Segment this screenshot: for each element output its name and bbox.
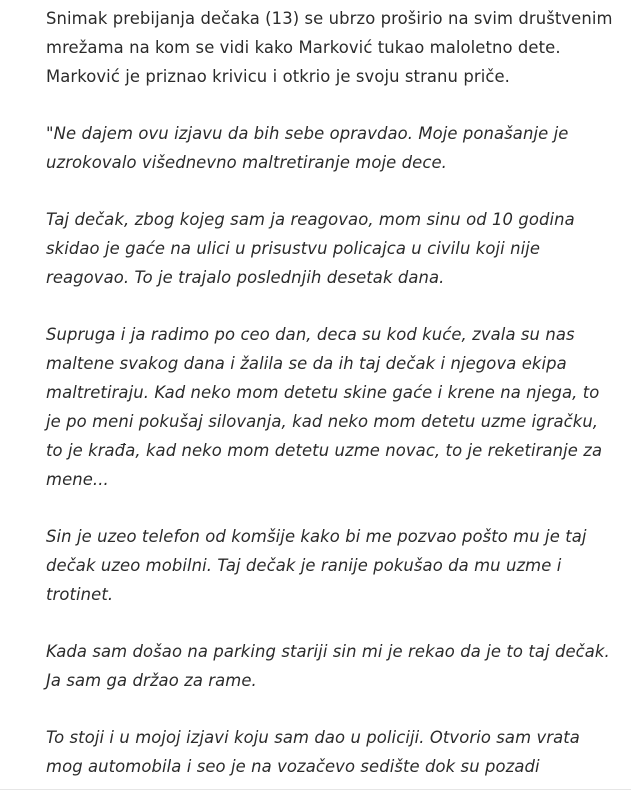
article-body	[46, 4, 616, 809]
quote-paragraph: Taj dečak, zbog kojeg sam ja reagovao, mom sinu od 10 godina skidao je gaće na ulici u prisustvu policajca u civilu koji nije reagovao. To je trajalo poslednjih desetak dana.	[46, 210, 575, 287]
quote-paragraph: "Ne dajem ovu izjavu da bih sebe opravdao. Moje ponašanje je uzrokovalo višednevno maltretiranje moje dece.	[46, 124, 569, 172]
article-paragraph-intro: Snimak prebijanja dečaka (13) se ubrzo proširio na svim društvenim mrežama na kom se vidi kako Marković tukao maloletno dete. Marković je priznao krivicu i otkrio je svoju stranu priče.	[46, 9, 613, 86]
quote-paragraph: Sin je uzeo telefon od komšije kako bi me pozvao pošto mu je taj dečak uzeo mobilni. Taj dečak je ranije pokušao da mu uzme i trotinet.	[46, 527, 587, 604]
quote-paragraph: Kada sam došao na parking stariji sin mi je rekao da je to taj dečak. Ja sam ga držao za rame.	[46, 642, 610, 690]
quote-paragraph: Supruga i ja radimo po ceo dan, deca su kod kuće, zvala su nas maltene svakog dana i žalila se da ih taj dečak i njegova ekipa maltretiraju. Kad neko mom detetu skine gaće i krene na njega, to je po meni pokušaj silovanja, kad neko mom detetu uzme igračku, to je krađa, kad neko mom detetu uzme novac, to je reketiranje za mene...	[46, 325, 603, 489]
divider	[0, 789, 631, 790]
quote-paragraph: To stoji i u mojoj izjavi koju sam dao u policiji. Otvorio sam vrata mog automobila i seo je na vozačevo sedište dok su pozadi	[46, 728, 580, 776]
